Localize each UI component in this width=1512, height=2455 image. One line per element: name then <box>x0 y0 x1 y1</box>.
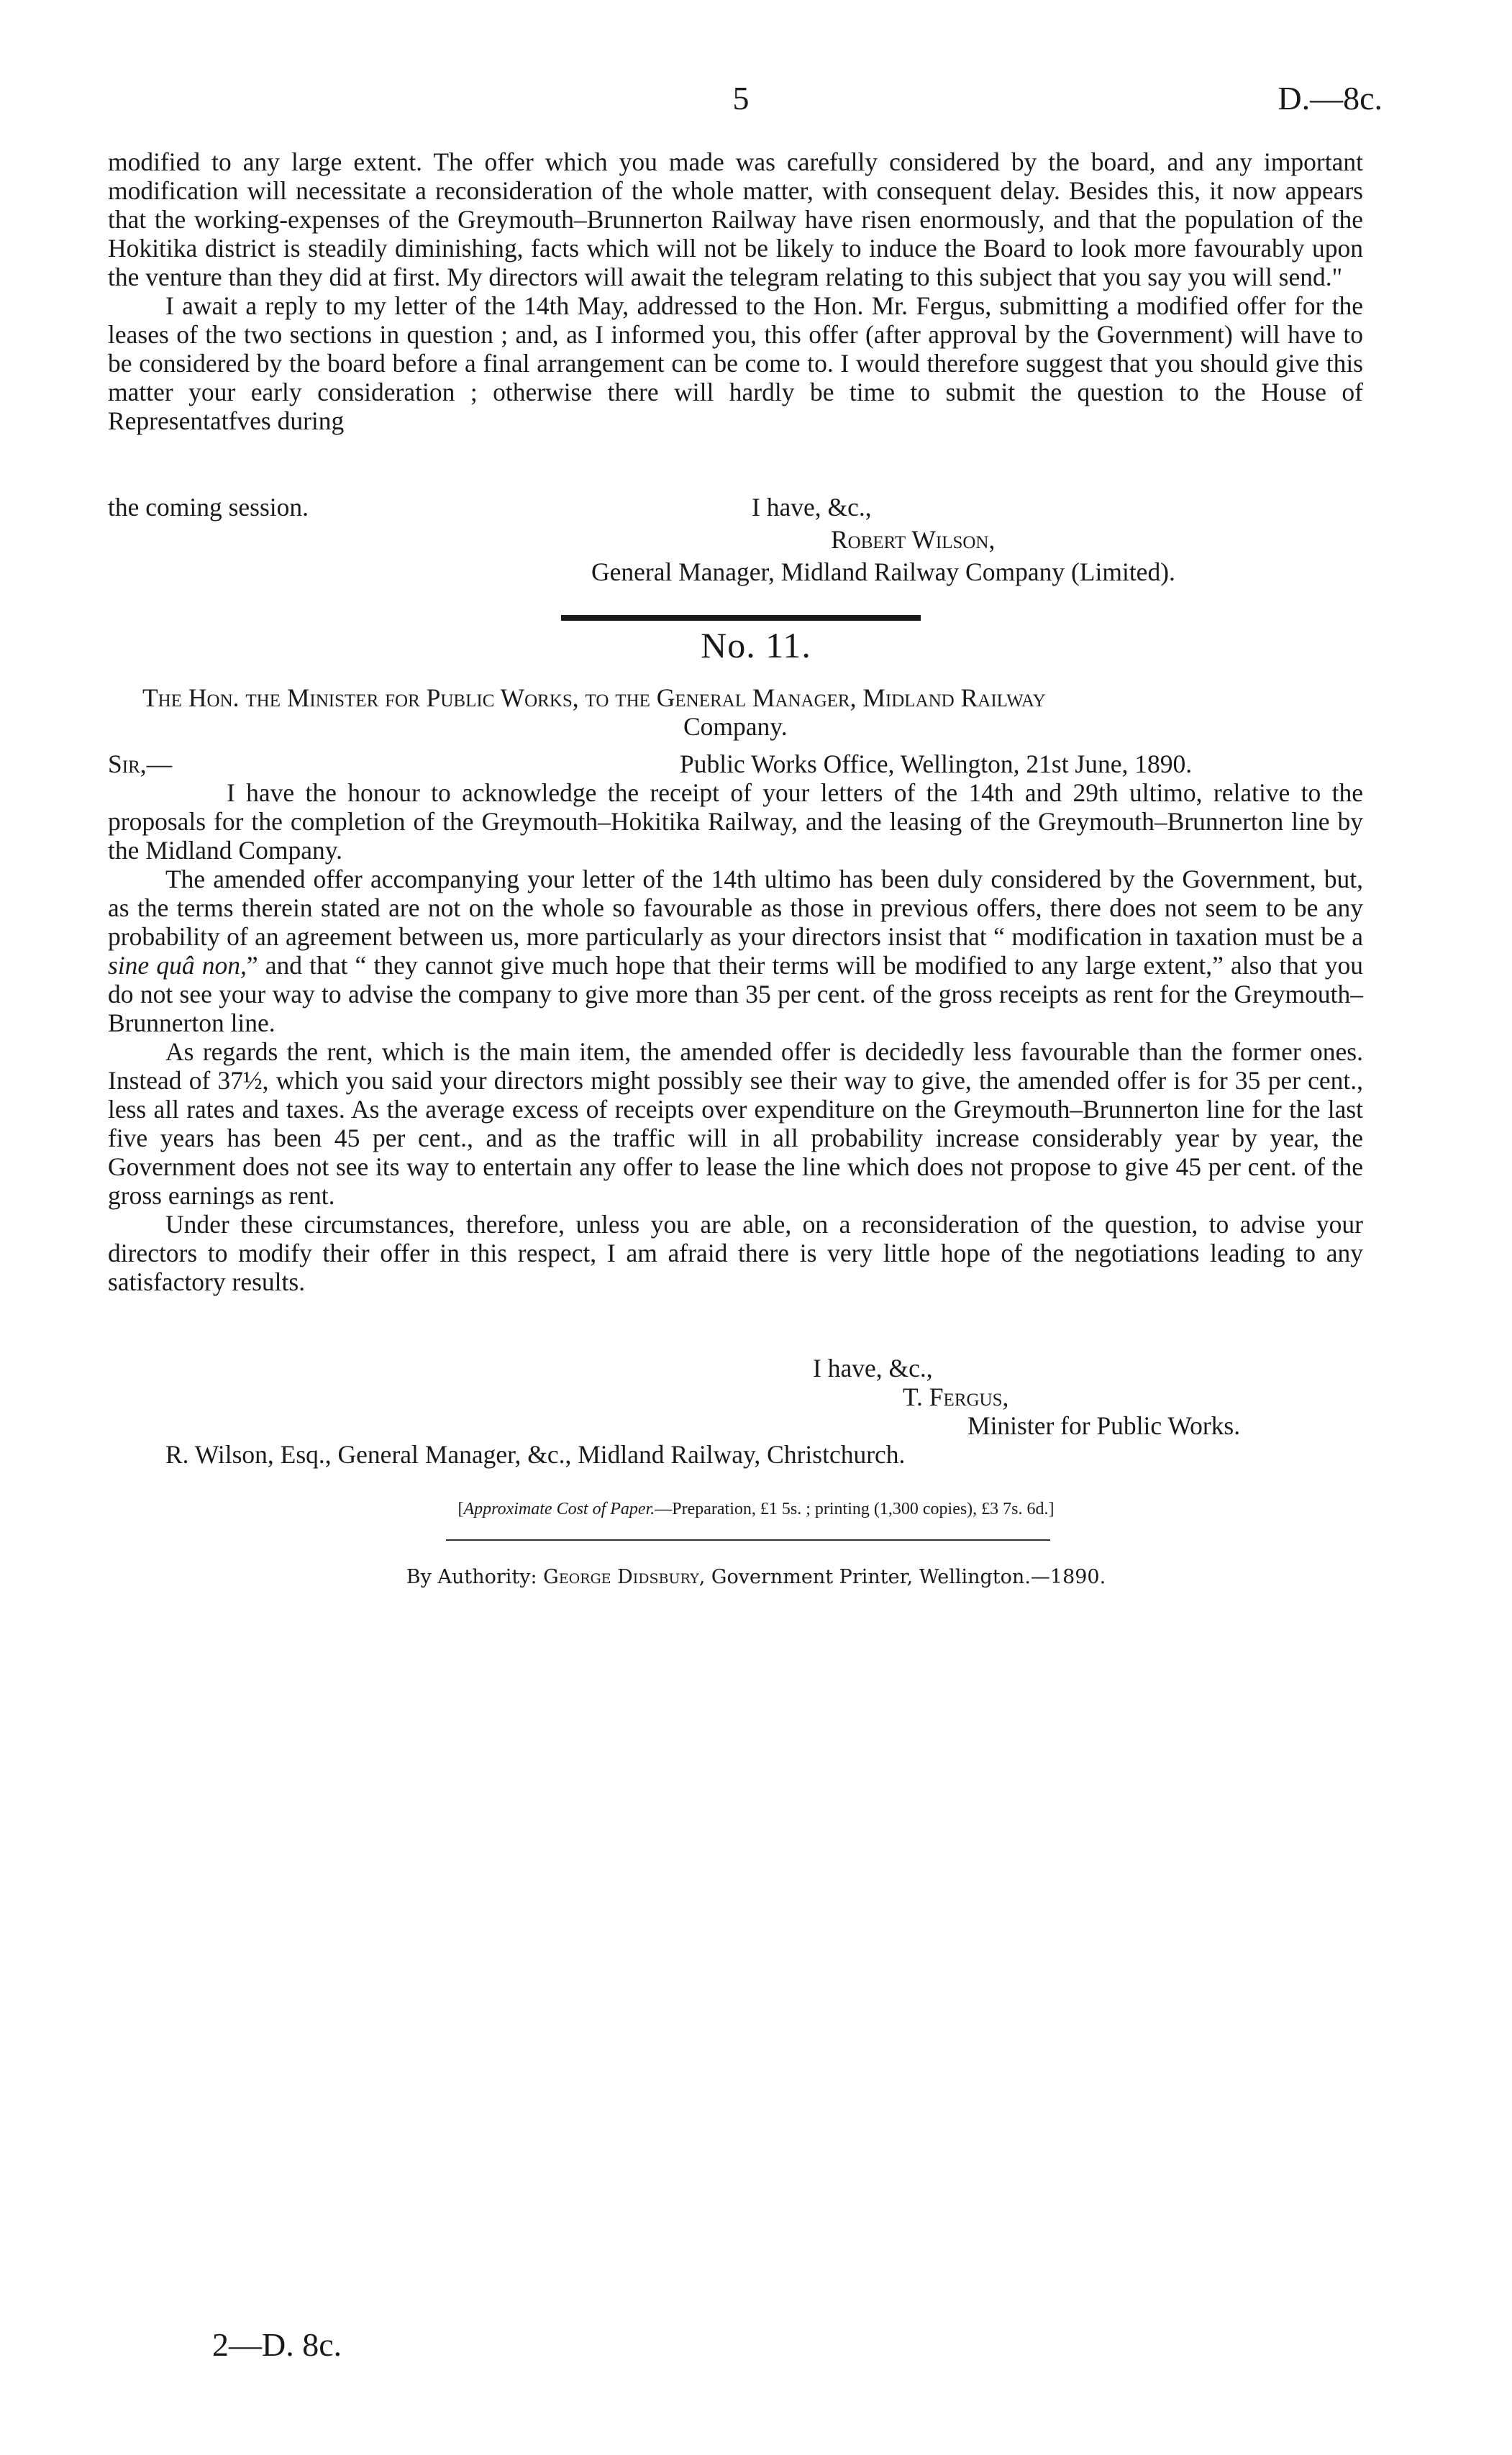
printer-prefix: By Authority: <box>406 1566 544 1588</box>
letter-11-signatory-title: Minister for Public Works. <box>967 1411 1241 1440</box>
letter-11-paragraph-2-start: The amended offer accompanying your letter of the 14th ultimo has been duly considered by the Government, but, as the terms therein stated are not on the whole so favourable as those in previous offers, there does not seem to be any probability of an agreement between us, more particularly as your directors insist that “ modification in taxation must be a <box>108 865 1363 951</box>
letter-11-signatory-name: T. Fergus, <box>903 1383 1009 1411</box>
cost-text: —Preparation, £1 5s. ; printing (1,300 copies), £3 7s. 6d. <box>655 1500 1049 1518</box>
addressee: R. Wilson, Esq., General Manager, &c., Midland Railway, Christchurch. <box>165 1440 906 1469</box>
letter-11-paragraph-2-end: ” and that “ they cannot give much hope that their terms will be modified to any large extent,” also that you do not see your way to advise the company to give more than 35 per cent. of the gross receipts as rent for the Greymouth–Brunnerton line. <box>108 951 1363 1037</box>
letter-11-paragraph-1: I have the honour to acknowledge the receipt of your letters of the 14th and 29th ultimo, relative to the proposals for the completion of the Greymouth–Hokitika Railway, and the leasing of the Greymouth–Brunnerton line by the Midland Company. <box>108 778 1363 865</box>
letter-11-heading-line-2: Company. <box>683 712 788 741</box>
letter-11-paragraph-2 <box>108 865 1363 1037</box>
footer-divider <box>446 1539 1050 1541</box>
latin-phrase: sine quâ non, <box>108 951 247 980</box>
printer-name: George Didsbury <box>543 1566 699 1588</box>
printer-suffix: , Government Printer, Wellington.—1890. <box>698 1566 1106 1588</box>
letter-10-closing-left: the coming session. <box>108 493 309 521</box>
dateline: Public Works Office, Wellington, 21st June, 1890. <box>680 750 1193 778</box>
salutation: Sir,— <box>108 750 173 778</box>
letter-number: No. 11. <box>701 625 811 665</box>
cost-label: Approximate Cost of Paper. <box>463 1500 655 1518</box>
letter-11-closing: I have, &c., <box>813 1354 933 1383</box>
letter-11-body <box>108 778 1363 1296</box>
letter-10-signatory-name: Robert Wilson, <box>831 525 996 554</box>
page-signature: 2—D. 8c. <box>212 2326 342 2363</box>
letter-10-paragraph-2: I await a reply to my letter of the 14th May, addressed to the Hon. Mr. Fergus, submitting a modified offer for the leases of the two sections in question ; and, as I informed you, this offer (after approval by the Government) will have to be considered by the board before a final arrangement can be come to. I would therefore suggest that you should give this matter your early consideration ; otherwise there will hardly be time to submit the question to the House of Representatfves during <box>108 291 1363 435</box>
letter-10-signatory-title: General Manager, Midland Railway Company (Limited). <box>591 557 1175 586</box>
page-number: 5 <box>732 80 750 117</box>
letter-11-paragraph-4: Under these circumstances, therefore, unless you are able, on a reconsideration of the question, to advise your directors to modify their offer in this respect, I am afraid there is very little hope of the negotiations leading to any satisfactory results. <box>108 1210 1363 1296</box>
letter-11-heading-line-1: The Hon. the Minister for Public Works, to the General Manager, Midland Railway <box>142 683 1046 712</box>
section-divider <box>561 615 921 621</box>
letter-11-paragraph-3: As regards the rent, which is the main item, the amended offer is decidedly less favourable than the former ones. Instead of 37½, which you said your directors might possibly see their way to give, the amended offer is for 35 per cent., less all rates and taxes. As the average excess of receipts over expenditure on the Greymouth–Brunnerton line for the last five years has been 45 per cent., and as the traffic will in all probability increase considerably year by year, the Government does not see its way to entertain any offer to lease the line which does not propose to give 45 per cent. of the gross earnings as rent. <box>108 1037 1363 1210</box>
printer-imprint <box>0 1566 1512 1588</box>
cost-of-paper: [Approximate Cost of Paper.—Preparation, £1 5s. ; printing (1,300 copies), £3 7s. 6d.] <box>457 1500 1055 1518</box>
letter-10-body <box>108 147 1363 435</box>
document-reference: D.—8c. <box>1278 80 1383 117</box>
letter-10-paragraph-1: modified to any large extent. The offer which you made was carefully considered by the board, and any important modification will necessitate a reconsideration of the whole matter, with consequent delay. Besides this, it now appears that the working-expenses of the Greymouth–Brunnerton Railway have risen enormously, and that the population of the Hokitika district is steadily diminishing, facts which will not be likely to induce the Board to look more favourably upon the venture than they did at first. My directors will await the telegram relating to this subject that you say you will send." <box>108 147 1363 291</box>
letter-10-closing: I have, &c., <box>752 493 872 521</box>
